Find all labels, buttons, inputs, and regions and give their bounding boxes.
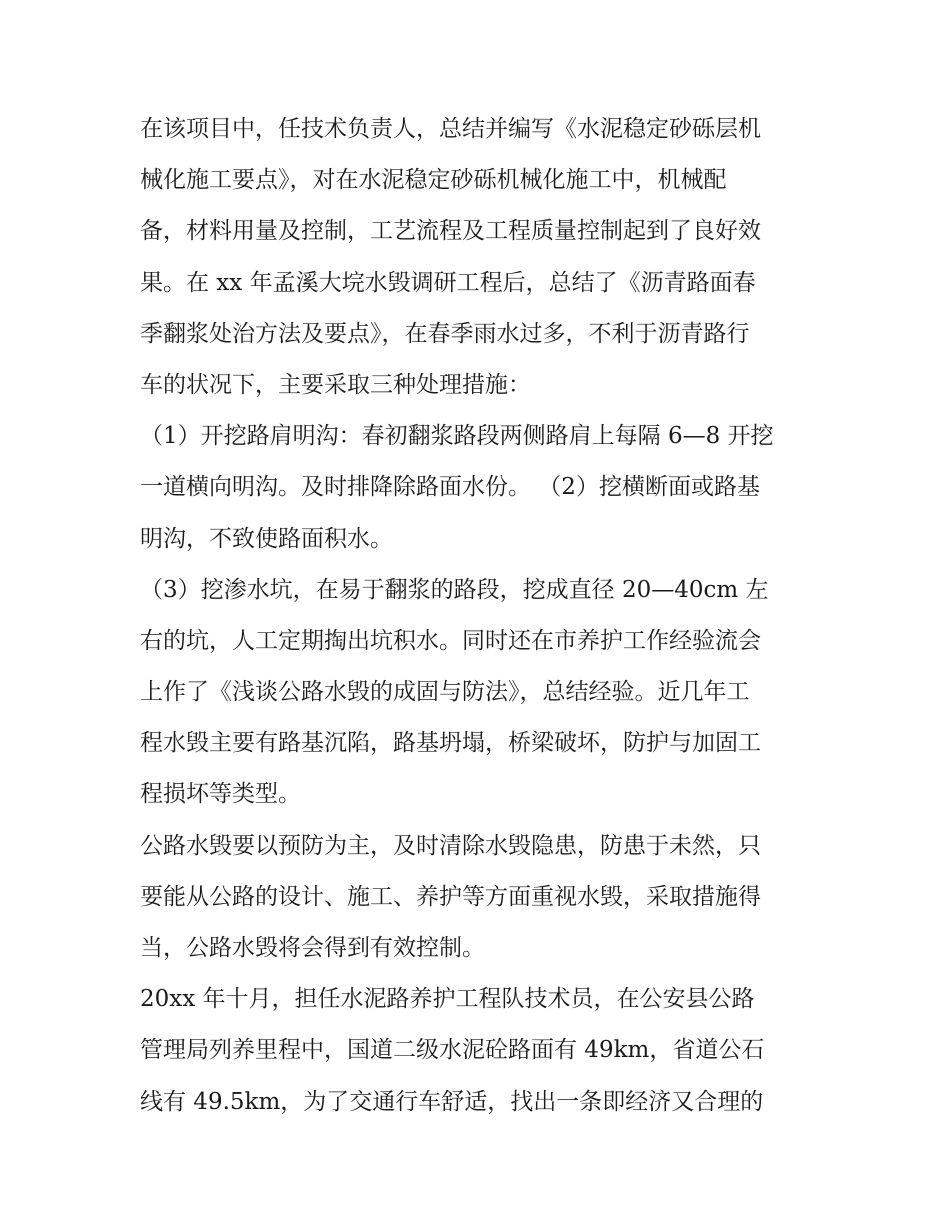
text-line: 线有 49.5km，为了交通行车舒适，找出一条即经济又合理的 — [140, 1088, 764, 1115]
text-line: 械化施工要点》，对在水泥稳定砂砾机械化施工中，机械配 — [140, 167, 727, 194]
text-line: （1）开挖路肩明沟：春初翻浆路段两侧路肩上每隔 6—8 开挖 — [140, 423, 774, 450]
text-line: 公路水毁要以预防为主，及时清除水毁隐患，防患于未然，只 — [140, 832, 761, 859]
text-line: 车的状况下，主要采取三种处理措施： — [140, 371, 531, 398]
document-body — [140, 104, 820, 1128]
text-line: （3）挖渗水坑，在易于翻浆的路段，挖成直径 20—40cm 左 — [140, 576, 769, 603]
text-line: 20xx 年十月，担任水泥路养护工程队技术员，在公安县公路 — [140, 986, 755, 1013]
text-line: 果。在 xx 年孟溪大垸水毁调研工程后，总结了《沥青路面春 — [140, 269, 756, 296]
text-line: 右的坑，人工定期掏出坑积水。同时还在市养护工作经验流会 — [140, 627, 761, 654]
text-line: 程水毁主要有路基沉陷，路基坍塌，桥梁破坏，防护与加固工 — [140, 730, 761, 757]
text-line: 管理局列养里程中，国道二级水泥砼路面有 49km，省道公石 — [140, 1037, 765, 1064]
text-line: 程损坏等类型。 — [140, 781, 301, 808]
text-line: 上作了《浅谈公路水毁的成固与防法》，总结经验。近几年工 — [140, 679, 750, 706]
text-line: 一道横向明沟。及时排降除路面水份。 （2）挖横断面或路基 — [140, 474, 760, 501]
text-line: 明沟，不致使路面积水。 — [140, 525, 393, 552]
text-line: 要能从公路的设计、施工、养护等方面重视水毁，采取措施得 — [140, 883, 761, 910]
text-line: 季翻浆处治方法及要点》，在春季雨水过多，不利于沥青路行 — [140, 320, 750, 347]
text-line: 备，材料用量及控制，工艺流程及工程质量控制起到了良好效 — [140, 218, 761, 245]
text-line: 在该项目中，任技术负责人，总结并编写《水泥稳定砂砾层机 — [140, 116, 761, 142]
text-line: 当，公路水毁将会得到有效控制。 — [140, 935, 485, 961]
